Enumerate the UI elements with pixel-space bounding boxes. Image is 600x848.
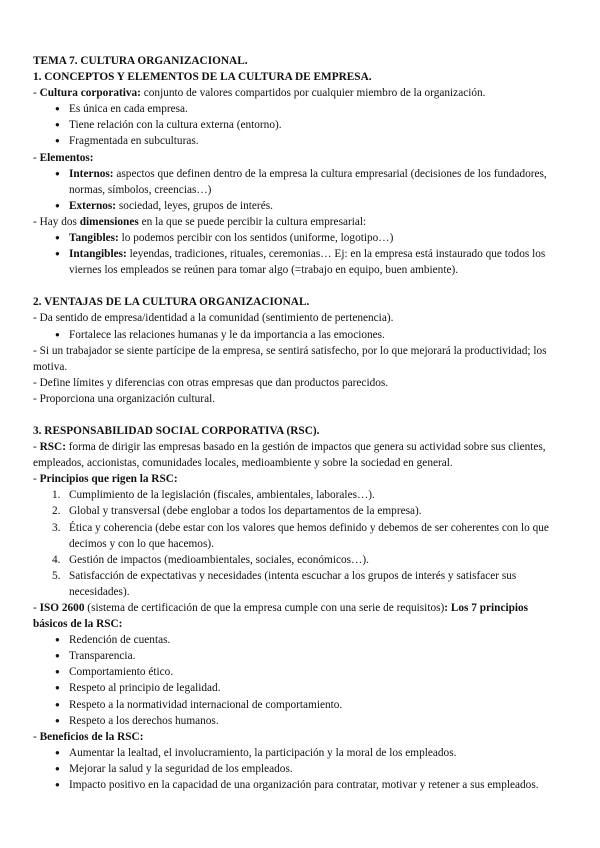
- beneficios-label: Beneficios de la RSC:: [39, 730, 144, 743]
- intangibles-label: Intangibles:: [69, 248, 127, 261]
- list-item: ● Impacto positivo en la capacidad de una organización para contratar, motivar y retener a sus empleados.: [33, 777, 563, 793]
- item-number: 2.: [52, 505, 61, 518]
- item-number: 3.: [52, 521, 61, 534]
- item-text: Ética y coherencia (debe estar con los valores que hemos definido y debemos de ser coherentes con lo que decimos y con lo que hacemos).: [69, 521, 549, 550]
- list-item: ● Respeto al principio de legalidad.: [33, 680, 563, 696]
- dimensiones-label: dimensiones: [79, 215, 139, 228]
- iso-text: (sistema de certificación de que la empresa cumple con una serie de requisitos): [84, 602, 445, 614]
- principios-label: Principios que rigen la RSC:: [39, 473, 178, 486]
- ventaja-paragraph: - Proporciona una organización cultural.: [33, 392, 216, 405]
- section-2-heading: 2. VENTAJAS DE LA CULTURA ORGANIZACIONAL.: [33, 296, 310, 309]
- list-item: ● Fortalece las relaciones humanas y le da importancia a las emociones.: [33, 327, 563, 343]
- section-3-heading: 3. RESPONSABILIDAD SOCIAL CORPORATIVA (RSC).: [33, 424, 320, 437]
- list-item: ● Redención de cuentas.: [33, 632, 563, 648]
- list-item: [33, 503, 563, 519]
- cultura-corporativa-paragraph: - Cultura corporativa: conjunto de valores compartidos por cualquier miembro de la organización.: [33, 87, 486, 100]
- list-item: [33, 520, 563, 552]
- list-item: ● Transparencia.: [33, 648, 563, 664]
- list-item: [33, 230, 563, 246]
- list-item: ● Fragmentada en subculturas.: [33, 133, 563, 149]
- list-item: ● Aumentar la lealtad, el involucramiento, la participación y la moral de los empleados.: [33, 745, 563, 761]
- section-spacer: [33, 407, 563, 423]
- section-spacer: [33, 278, 563, 294]
- internos-label: Internos:: [69, 167, 114, 180]
- externos-label: Externos:: [69, 199, 117, 212]
- item-text: Gestión de impactos (medioambientales, sociales, económicos…).: [69, 553, 369, 566]
- document-title: TEMA 7. CULTURA ORGANIZACIONAL.: [33, 55, 248, 67]
- item-text: Global y transversal (debe englobar a todos los departamentos de la empresa).: [69, 505, 422, 518]
- beneficios-paragraph: - Beneficios de la RSC:: [33, 730, 144, 743]
- iso-paragraph: - ISO 2600 (sistema de certificación de que la empresa cumple con una serie de requisitos): Los 7 principios básicos de la RSC:: [33, 602, 529, 631]
- list-item: ● Respeto a los derechos humanos.: [33, 713, 563, 729]
- principios-list: [33, 487, 563, 600]
- rsc-paragraph: - RSC: forma de dirigir las empresas basado en la gestión de impactos que genera su actividad sobre sus clientes, empleados, accionistas, comunidades locales, medioambiente y sobre la sociedad en general.: [33, 441, 546, 470]
- dimensiones-paragraph: [33, 214, 563, 230]
- item-number: 5.: [52, 569, 61, 582]
- elementos-paragraph: - Elementos:: [33, 151, 94, 164]
- internos-text: aspectos que definen dentro de la empresa la cultura empresarial (decisiones de los fundadores, normas, símbolos, creencias…): [69, 167, 547, 196]
- item-number: 4.: [52, 553, 61, 566]
- iso-list: [33, 632, 563, 729]
- rsc-label: RSC:: [39, 441, 66, 454]
- ventaja-paragraph: - Define límites y diferencias con otras empresas que dan productos parecidos.: [33, 376, 389, 389]
- list-item: [33, 487, 563, 503]
- cultura-text: conjunto de valores compartidos por cualquier miembro de la organización.: [140, 87, 486, 100]
- list-item: ● Tiene relación con la cultura externa (entorno).: [33, 117, 563, 133]
- dimensiones-pre: - Hay dos: [33, 215, 80, 228]
- rsc-text: forma de dirigir las empresas basado en la gestión de impactos que genera su actividad sobre sus clientes, empleados, accionistas, comunidades locales, medioambiente y sobre la sociedad en general.: [33, 441, 546, 470]
- elementos-list: [33, 166, 563, 214]
- list-item: ● Comportamiento ético.: [33, 664, 563, 680]
- dimensiones-list: [33, 230, 563, 278]
- ventaja-list: [33, 327, 563, 343]
- intangibles-text: leyendas, tradiciones, rituales, ceremonias… Ej: en la empresa está instaurado que todos los viernes los empleados se reúnen para tomar algo (=trabajo en equipo, buen ambiente).: [69, 248, 546, 277]
- dimensiones-post: en la que se puede percibir la cultura empresarial:: [138, 215, 367, 228]
- externos-text: sociedad, leyes, grupos de interés.: [116, 199, 273, 212]
- tangibles-text: lo podemos percibir con los sentidos (uniforme, logotipo…): [118, 232, 394, 245]
- cultura-list: [33, 101, 563, 149]
- ventaja-paragraph: - Si un trabajador se siente partícipe de la empresa, se sentirá satisfecho, por lo que mejorará la productividad; los motiva.: [33, 344, 547, 373]
- section-1-heading: 1. CONCEPTOS Y ELEMENTOS DE LA CULTURA DE EMPRESA.: [33, 71, 372, 84]
- list-item: [33, 552, 563, 568]
- principios-paragraph: - Principios que rigen la RSC:: [33, 473, 178, 486]
- iso-principles-label: : Los 7 principios básicos de la RSC:: [33, 602, 529, 631]
- list-item: ● Respeto a la normatividad internacional de comportamiento.: [33, 697, 563, 713]
- elementos-label: Elementos:: [39, 151, 94, 164]
- beneficios-list: [33, 745, 563, 793]
- list-item: [33, 246, 563, 278]
- list-item: ● Es única en cada empresa.: [33, 101, 563, 117]
- item-text: Cumplimiento de la legislación (fiscales, ambientales, laborales…).: [69, 489, 375, 502]
- item-number: 1.: [52, 489, 61, 502]
- list-item: [33, 198, 563, 214]
- list-item: ● Mejorar la salud y la seguridad de los empleados.: [33, 761, 563, 777]
- list-item: [33, 568, 563, 600]
- ventaja-paragraph: - Da sentido de empresa/identidad a la comunidad (sentimiento de pertenencia).: [33, 312, 394, 325]
- list-item: [33, 166, 563, 198]
- iso-label: ISO 2600: [39, 602, 85, 614]
- item-text: Satisfacción de expectativas y necesidades (intenta escuchar a los grupos de interés y satisfacer sus necesidades).: [69, 569, 517, 598]
- document-page: [33, 53, 563, 793]
- tangibles-label: Tangibles:: [69, 232, 119, 245]
- cultura-label: Cultura corporativa:: [39, 87, 141, 100]
